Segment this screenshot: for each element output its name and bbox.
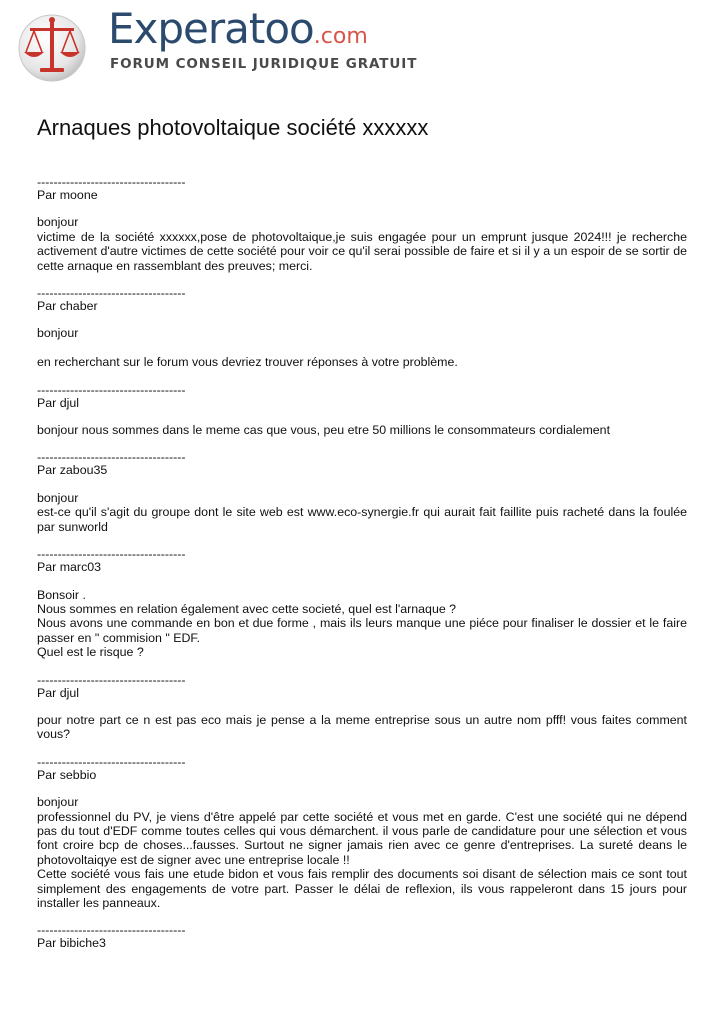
post	[37, 924, 687, 950]
thread-posts	[37, 176, 687, 965]
post	[37, 384, 687, 438]
brand-suffix: .com	[313, 24, 368, 49]
brand-name: Experatoo	[108, 4, 314, 53]
post-author: Par djul	[37, 685, 80, 700]
post-separator: ------------------------------------	[37, 286, 186, 301]
brand-logo[interactable]	[108, 6, 368, 60]
post-body: bonjour est-ce qu'il s'agit du groupe dont le site web est www.eco-synergie.fr qui aurait fait faillite puis racheté dans la foulée par sunworld	[37, 490, 687, 534]
page-title: Arnaques photovoltaique société xxxxxx	[37, 115, 429, 140]
post-author: Par bibiche3	[37, 936, 106, 951]
post-separator: ------------------------------------	[37, 450, 186, 465]
post-body: pour notre part ce n est pas eco mais je pense a la meme entreprise sous un autre nom pfff! vous faites comment vous?	[37, 712, 687, 742]
brand-tagline: FORUM CONSEIL JURIDIQUE GRATUIT	[110, 56, 418, 72]
post-body: bonjour nous sommes dans le meme cas que vous, peu etre 50 millions le consommateurs cordialement	[37, 423, 611, 438]
post-body: bonjour professionnel du PV, je viens d'être appelé par cette société et vous met en garde. C'est une société qui ne dépend pas du tout d'EDF comme toutes celles qui vous démarchent. il vous parle de candidature pour une sélection et vous font croire bcp de choses...fausses. Surtout ne signer jamais rien avec ce genre d'entreprises. La sureté deans le photovoltaiqye est de signer avec une entreprise locale !! Cette société vous fais une etude bidon et vous fais remplir des documents soi disant de sélection mais ce sont tout simplement des engagements de votre part. Passer le délai de reflexion, ils vous rappeleront dans 15 jours pour installer les panneaux.	[37, 795, 687, 910]
post	[37, 176, 687, 273]
site-header	[12, 6, 432, 84]
post	[37, 674, 687, 742]
post-author: Par marc03	[37, 560, 102, 575]
post-author: Par chaber	[37, 299, 98, 314]
post-separator: ------------------------------------	[37, 672, 186, 687]
post-author: Par moone	[37, 188, 98, 202]
post-author: Par zabou35	[37, 463, 108, 478]
post-separator: ------------------------------------	[37, 175, 186, 189]
scales-of-justice-icon	[12, 8, 98, 84]
post-body: Bonsoir . Nous sommes en relation également avec cette societé, quel est l'arnaque ? Nous avons une commande en bon et due forme , mais ils leurs manque une piéce pour finaliser le dossier et le faire passer en " commision " EDF. Quel est le risque ?	[37, 587, 687, 660]
post-body: bonjour victime de la société xxxxxx,pose de photovoltaique,je suis engagée pour un emprunt jusque 2024!!! je recherche activement d'autre victimes de cette société pour voir ce qu'il serai possible de faire et si il y a un espoir de se sortir de cette arnaque en rassemblant des preuves; merci.	[37, 215, 687, 273]
post-separator: ------------------------------------	[37, 754, 186, 769]
post	[37, 548, 687, 659]
post-author: Par djul	[37, 395, 80, 410]
post-separator: ------------------------------------	[37, 547, 186, 562]
post	[37, 451, 687, 534]
post	[37, 756, 687, 911]
post-author: Par sebbio	[37, 767, 97, 782]
post-body: bonjour en recherchant sur le forum vous devriez trouver réponses à votre problème.	[37, 326, 458, 370]
post-separator: ------------------------------------	[37, 923, 186, 938]
post-separator: ------------------------------------	[37, 382, 186, 397]
post	[37, 287, 687, 370]
